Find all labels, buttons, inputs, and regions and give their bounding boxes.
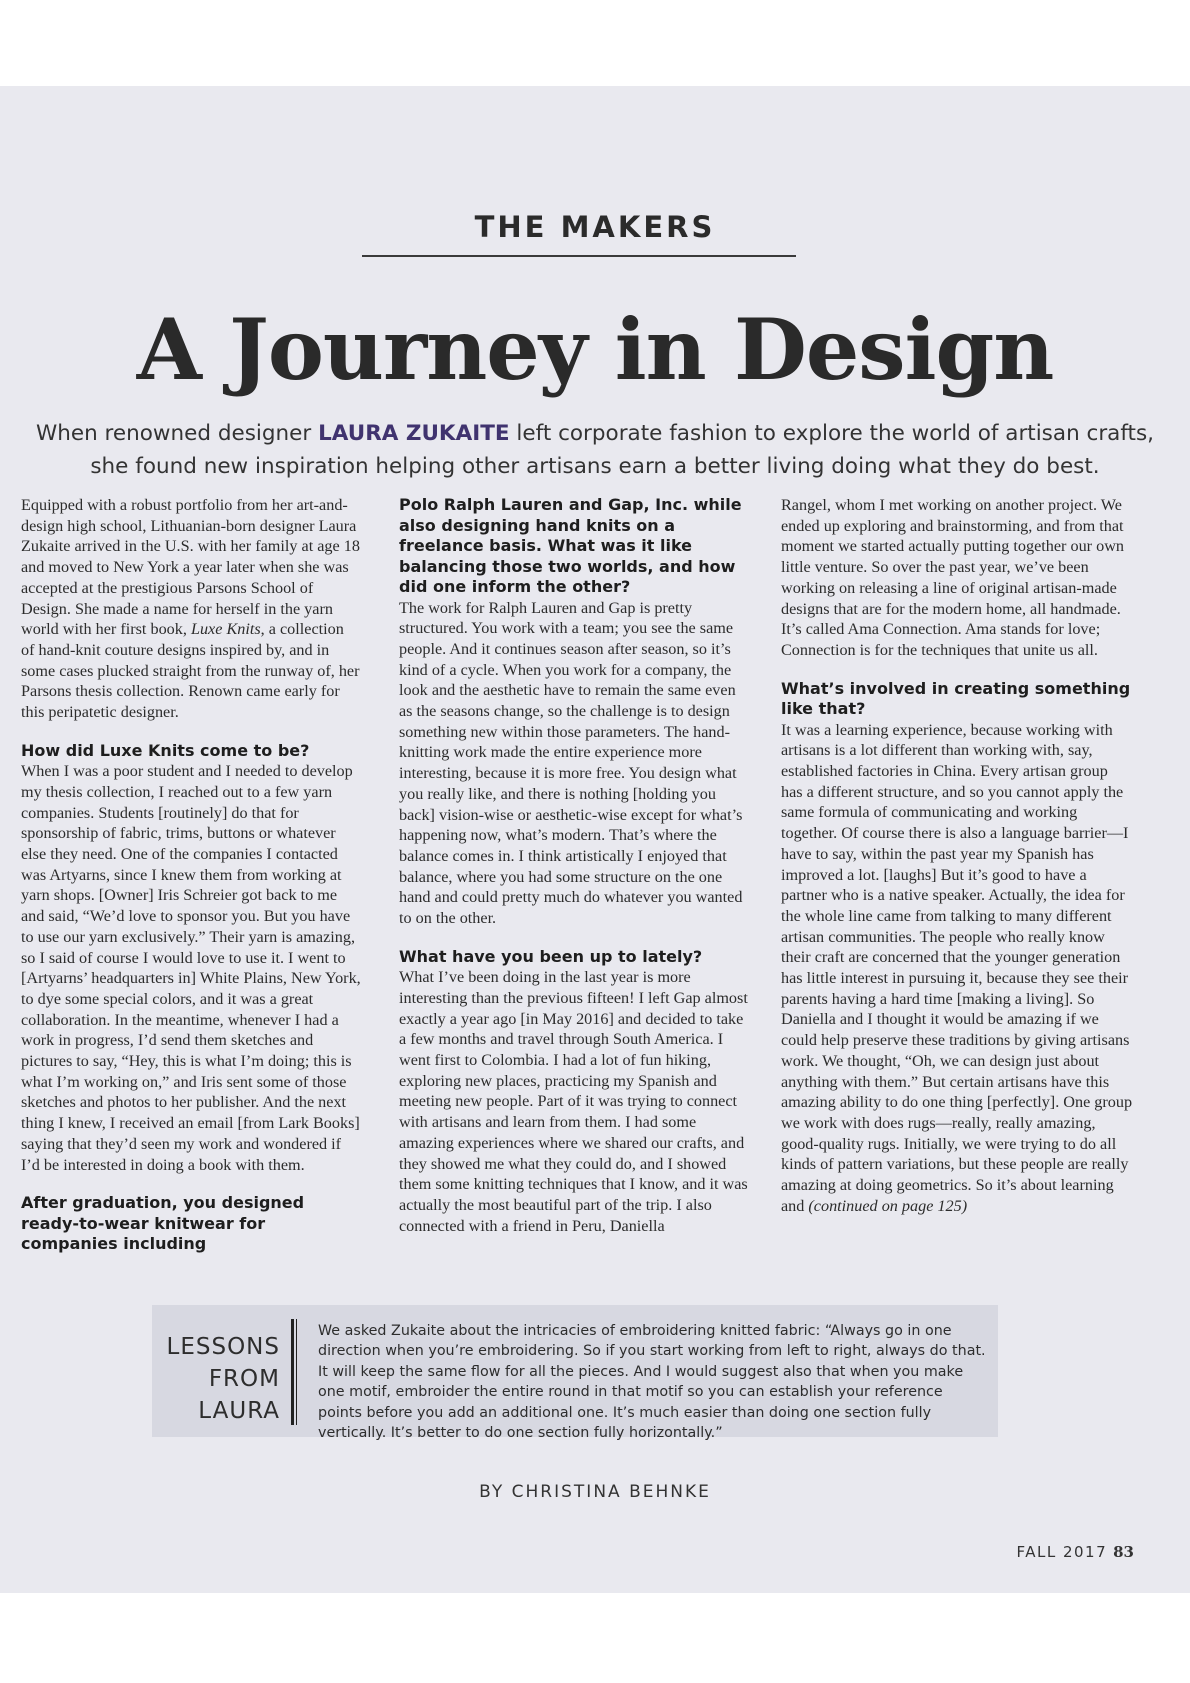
lessons-text: We asked Zukaite about the intricacies of embroidering knitted fabric: “Always go in one direction when you’re embroidering. So if you start working from left to right, always do that. It will keep the same flow for all the pieces. And I would suggest also that when you make one motif, embroider the entire round in that motif so you can establish your reference points before you add an additional one. It’s much easier than doing one section fully vertically. It’s better to do one section fully horizontally.” [318, 1323, 986, 1442]
lessons-divider-thin [296, 1319, 297, 1425]
intro-text-a: Equipped with a robust portfolio from her art-and-design high school, Lithuanian-born designer Laura Zukaite arrived in the U.S. with her family at age 18 and moved to New York a year later when she was accepted at the prestigious Parsons School of Design. She made a name for herself in the yarn world with her first book, [21, 496, 360, 639]
intro-text-b: , a collection of hand-knit couture designs inspired by, and in some cases plucked straight from the runway of, her Parsons thesis collection. Renown came early for this peripatetic designer. [21, 620, 360, 722]
continued-note: (continued on page 125) [808, 1196, 968, 1215]
lessons-label-line-2: FROM [208, 1366, 280, 1392]
question-heading-2-start: After graduation, you designed ready-to-wear knitwear for companies including [21, 1193, 305, 1254]
page-folio [1016, 1543, 1134, 1561]
question-heading-2-end: Polo Ralph Lauren and Gap, Inc. while also designing hand knits on a freelance basis. What was it like balancing those two worlds, and how did one inform the other? [399, 495, 742, 596]
lessons-label-line-3: LAURA [198, 1398, 280, 1424]
section-rule [362, 255, 796, 257]
answer-paragraph-1: When I was a poor student and I needed to develop my thesis collection, I reached out to a few yarn companies. Students [routinely] do that for sponsorship of fabric, trims, buttons or whatever else they need. One of the companies I contacted was Artyarns, since I knew them from working at yarn shops. [Owner] Iris Schreier got back to me and said, “We’d love to sponsor you. But you have to use our yarn exclusively.” Their yarn is amazing, so I said of course I would love to use it. I went to [Artyarns’ headquarters in] White Plains, New York, to dye some special colors, and it was a great collaboration. In the meantime, whenever I had a work in progress, I’d send them sketches and pictures to say, “Hey, this is what I’m doing; this is what I’m working on,” and Iris sent some of those sketches and photos to her publisher. And the next thing I knew, I received an email [from Lark Books] saying that they’d seen my work and wondered if I’d be interested in doing a book with them. [21, 762, 361, 1174]
section-heading: THE MAKERS [474, 210, 716, 244]
intro-book-title: Luxe Knits [190, 620, 261, 639]
column-3 [781, 495, 1133, 1275]
article-deck [20, 417, 1170, 483]
question-heading-3: What have you been up to lately? [399, 946, 703, 966]
answer-paragraph-2: The work for Ralph Lauren and Gap is pretty structured. You work with a team; you see the same people. And it continues season after season, so it’s kind of a cycle. When you work for a company, the look and the aesthetic have to remain the same even as the seasons change, so the challenge is to design something new within those parameters. The hand-knitting work made the entire experience more interesting, because it is more free. You design what you really like, and there is nothing [holding you back] vision-wise or aesthetic-wise except for what’s happening now, what’s modern. That’s where the balance comes in. I think artistically I enjoyed that balance, where you had some structure on the one hand and could pretty much do whatever you wanted to on the other. [399, 598, 743, 928]
lessons-label-line-1: LESSONS [166, 1334, 280, 1360]
answer-paragraph-4 [781, 720, 1133, 1217]
folio-issue: FALL 2017 [1016, 1543, 1108, 1561]
deck-text-start: When renowned designer [35, 421, 319, 446]
answer-paragraph-3-end: Rangel, whom I met working on another project. We ended up exploring and brainstorming, and from that moment we started actually putting together our own little venture. So over the past year, we’ve been working on releasing a line of original artisan-made designs that are for the modern home, all handmade. It’s called Ama Connection. Ama stands for love; Connection is for the techniques that unite us all. [781, 496, 1124, 659]
column-1 [21, 495, 361, 1275]
lessons-sidebar [152, 1305, 998, 1442]
deck-designer-name: LAURA ZUKAITE [318, 421, 510, 446]
folio-page-number: 83 [1113, 1543, 1134, 1561]
byline: BY CHRISTINA BEHNKE [479, 1482, 711, 1502]
lessons-divider-thick [291, 1319, 294, 1425]
answer-4-text: It was a learning experience, because working with artisans is a lot different than working with, say, established factories in China. Every artisan group has a different structure, and so you cannot apply the same formula of communicating and working together. Of course there is also a language barrier—I have to say, within the past year my Spanish has improved a lot. [laughs] But it’s good to have a partner who is a native speaker. Actually, the idea for the whole line came from talking to many different artisan communities. The people who really know their craft are concerned that the younger generation has little interest in pursuing it, because they see their parents having a hard time [making a living]. So Daniella and I thought it would be amazing if we could help preserve these traditions by giving artisans work. We thought, “Oh, we can design just about anything with them.” But certain artisans have this amazing ability to do one thing [perfectly]. One group we work with does rugs—really, really amazing, good-quality rugs. Initially, we were trying to do all kinds of pattern variations, but these people are really amazing at doing geometrics. So it’s about learning and [781, 720, 1133, 1215]
question-heading-1: How did Luxe Knits come to be? [21, 740, 310, 760]
article-title: A Journey in Design [136, 300, 1054, 399]
lessons-label [152, 1331, 280, 1427]
question-heading-4: What’s involved in creating something like that? [781, 678, 1131, 719]
column-2 [399, 495, 751, 1275]
deck-text-end: left corporate fashion to explore the world of artisan crafts, she found new inspiration helping other artisans earn a better living doing what they do best. [90, 421, 1155, 479]
answer-paragraph-3: What I’ve been doing in the last year is more interesting than the previous fifteen! I left Gap almost exactly a year ago [in May 2016] and decided to take a few months and travel through South America. I went first to Colombia. I had a lot of fun hiking, exploring new places, practicing my Spanish and meeting new people. Part of it was trying to connect with artisans and learn from them. I had some amazing experiences where we shared our crafts, and they showed me what they could do, and I showed them some knitting techniques that I know, and it was actually the most beautiful part of the trip. I also connected with a friend in Peru, Daniella [399, 968, 748, 1235]
intro-paragraph [21, 495, 361, 723]
